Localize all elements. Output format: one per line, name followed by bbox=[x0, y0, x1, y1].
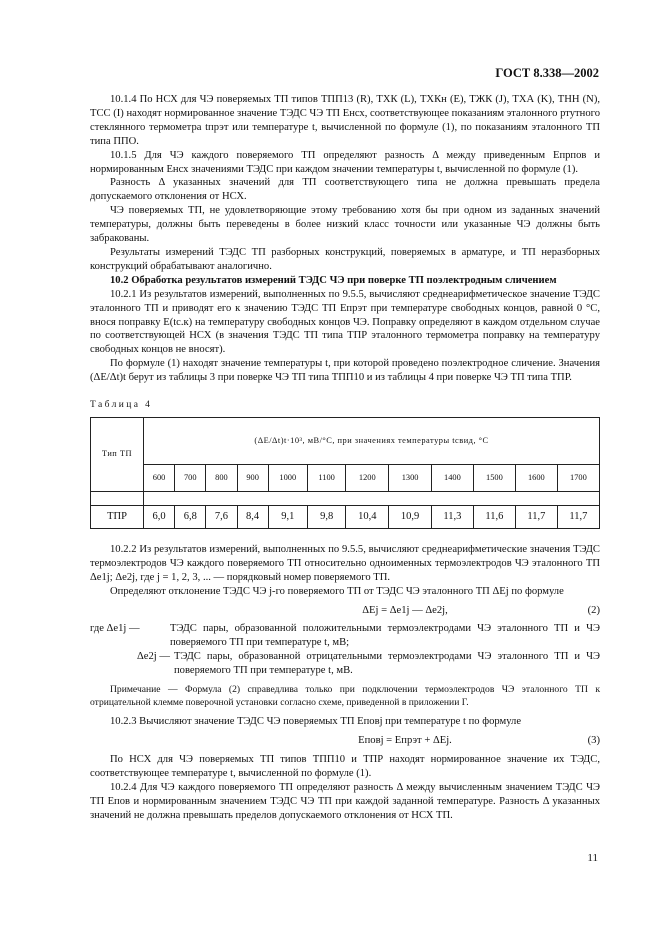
temperature-cell: 1700 bbox=[557, 464, 599, 491]
table-cell: 11,7 bbox=[515, 505, 557, 528]
paragraph-10-2-3: 10.2.3 Вычисляют значение ТЭДС ЧЭ поверяемых ТП Eповj при температуре t по формуле bbox=[110, 716, 522, 728]
temperature-cell: 1400 bbox=[431, 464, 473, 491]
table-cell: 11,3 bbox=[431, 505, 473, 528]
doc-number: ГОСТ 8.338—2002 bbox=[495, 66, 599, 80]
paragraph: Разность Δ указанных значений для ТП соответствующего типа не должна превышать предела допускаемого отклонения от НСХ. bbox=[90, 177, 600, 203]
temperature-cell: 1100 bbox=[307, 464, 346, 491]
section-heading-10-2: 10.2 Обработка результатов измерений ТЭДС ЧЭ при поверке ТП поэлектродным сличением bbox=[110, 274, 557, 286]
legend-key: Δe2j — bbox=[137, 651, 170, 663]
formula-expression: ΔEj = Δe1j — Δe2j, bbox=[362, 604, 448, 616]
legend-key: где Δe1j — bbox=[90, 623, 140, 635]
paragraph: По формуле (1) находят значение температуры t, при которой проведено поэлектродное сличение. Значения (ΔE/Δt)t берут из таблицы 3 при поверке ЧЭ ТП типа ТПП10 и из таблицы 4 при поверке ЧЭ ТП типа ТПР. bbox=[90, 358, 600, 384]
temperature-cell: 1500 bbox=[473, 464, 515, 491]
formula-number: (3) bbox=[587, 735, 600, 746]
paragraph-10-2-1: 10.2.1 Из результатов измерений, выполненных по 9.5.5, вычисляют среднеарифметическое значение ТЭДС эталонного ТП и приводят его к значению ТЭДС ТП Eпрэт при температуре свободных концов, равной 0 °С, внося поправку E(tс.к) на температуру свободных концов ЧЭ. Поправку определяют в каждом отдельном случае по соответствующей НСХ (в значения ТЭДС ТП типа ТПР эталонного термометра поправку на температуру свободных концов не вносят). bbox=[90, 288, 600, 356]
temperature-cell: 1600 bbox=[515, 464, 557, 491]
spacer-row bbox=[91, 491, 600, 505]
temperature-row bbox=[91, 464, 600, 491]
table-caption: Таблица 4 bbox=[90, 400, 153, 411]
row-label: ТПР bbox=[91, 505, 144, 528]
table-cell: 8,4 bbox=[237, 505, 268, 528]
legend-value: ТЭДС пары, образованной положительными термоэлектродами ЧЭ эталонного ТП и ЧЭ поверяемого ТП при температуре t, мВ; bbox=[170, 623, 600, 649]
table-cell: 6,8 bbox=[175, 505, 206, 528]
table-cell: 11,7 bbox=[557, 505, 599, 528]
formula-2 bbox=[90, 604, 600, 618]
note: Примечание — Формула (2) справедлива только при подключении термоэлектродов ЧЭ эталонного ТП к отрицательной клемме поверочной установки согласно схеме, приведенной в приложении Г. bbox=[90, 684, 600, 708]
temperature-cell: 800 bbox=[206, 464, 237, 491]
table-cell: 9,8 bbox=[307, 505, 346, 528]
table-cell: 10,9 bbox=[389, 505, 432, 528]
formula-number: (2) bbox=[587, 604, 600, 616]
temperature-cell: 700 bbox=[175, 464, 206, 491]
legend-value: ТЭДС пары, образованной отрицательными термоэлектродами ЧЭ эталонного ТП и ЧЭ поверяемого ТП при температуре t, мВ. bbox=[174, 651, 600, 677]
legend-item bbox=[90, 622, 600, 650]
paragraph-10-2-4: 10.2.4 Для ЧЭ каждого поверяемого ТП определяют разность Δ между вычисленным значением ТЭДС ЧЭ ТП Eпов и нормированным значением ТЭДС ЧЭ ТП при каждой заданной температуре. Разность Δ указанных значений не должна превышать пределов допускаемого отклонения от НСХ ТП. bbox=[90, 781, 600, 821]
table-4 bbox=[90, 417, 600, 529]
paragraph-10-1-4: 10.1.4 По НСХ для ЧЭ поверяемых ТП типов ТПП13 (R), ТХК (L), ТХКн (E), ТЖК (J), ТХА (K), ТНН (N), ТСС (I) находят нормированное значение ТЭДС ЧЭ ТП Eнсх, соответствующее показаниям эталонного ртутного стеклянного термометра tпрэт или температуре t, вычисленной по формуле (1), по показаниям эталонного ТП типа ППО. bbox=[90, 94, 600, 147]
temperature-cell: 900 bbox=[237, 464, 268, 491]
paragraph-10-1-5: 10.1.5 Для ЧЭ каждого поверяемого ТП определяют разность Δ между приведенным Eпрпов и нормированным Eнсх значениями ТЭДС при каждом значении температуры t, вычисленной по формуле (1). bbox=[90, 149, 600, 175]
formula-3 bbox=[90, 734, 600, 748]
table-cell: 11,6 bbox=[473, 505, 515, 528]
col-header-tp-type: Тип ТП bbox=[91, 417, 144, 491]
formula-expression: Eповj = Eпрэт + ΔEj. bbox=[358, 735, 452, 746]
temperature-cell: 1200 bbox=[346, 464, 389, 491]
table-cell: 6,0 bbox=[144, 505, 175, 528]
page-number: 11 bbox=[587, 852, 598, 864]
paragraph: Определяют отклонение ТЭДС ЧЭ j-го поверяемого ТП от ТЭДС ЧЭ эталонного ТП ΔEj по формуле bbox=[110, 585, 564, 597]
table-cell: 7,6 bbox=[206, 505, 237, 528]
table-cell: 9,1 bbox=[268, 505, 307, 528]
table-row bbox=[91, 505, 600, 528]
paragraph: Результаты измерений ТЭДС ТП разборных конструкций, поверяемых в арматуре, и ТП неразборных конструкций обрабатывают аналогично. bbox=[90, 246, 600, 272]
paragraph: ЧЭ поверяемых ТП, не удовлетворяющие этому требованию хотя бы при одном из заданных значений температуры, должны быть переведены в более низкий класс точности или указанные ЧЭ должны быть забракованы. bbox=[90, 205, 600, 245]
table-cell: 10,4 bbox=[346, 505, 389, 528]
table-header: (ΔE/Δt)t·10³, мВ/°С, при значениях температуры tсвид, °С bbox=[144, 417, 600, 464]
page-content bbox=[90, 93, 600, 822]
temperature-cell: 1000 bbox=[268, 464, 307, 491]
paragraph-10-2-2: 10.2.2 Из результатов измерений, выполненных по 9.5.5, вычисляют среднеарифметические значения ТЭДС термоэлектродов ЧЭ каждого поверяемого ТП относительно одноименных термоэлектродов ЧЭ эталонного ТП Δe1j; Δe2j, где j = 1, 2, 3, ... — порядковый номер поверяемого ТП. bbox=[90, 543, 600, 583]
paragraph: По НСХ для ЧЭ поверяемых ТП типов ТПП10 и ТПР находят нормированное значение их ТЭДС, соответствующее температуре t, вычисленной по формуле (1). bbox=[90, 753, 600, 779]
legend-item bbox=[90, 650, 600, 678]
temperature-cell: 600 bbox=[144, 464, 175, 491]
temperature-cell: 1300 bbox=[389, 464, 432, 491]
